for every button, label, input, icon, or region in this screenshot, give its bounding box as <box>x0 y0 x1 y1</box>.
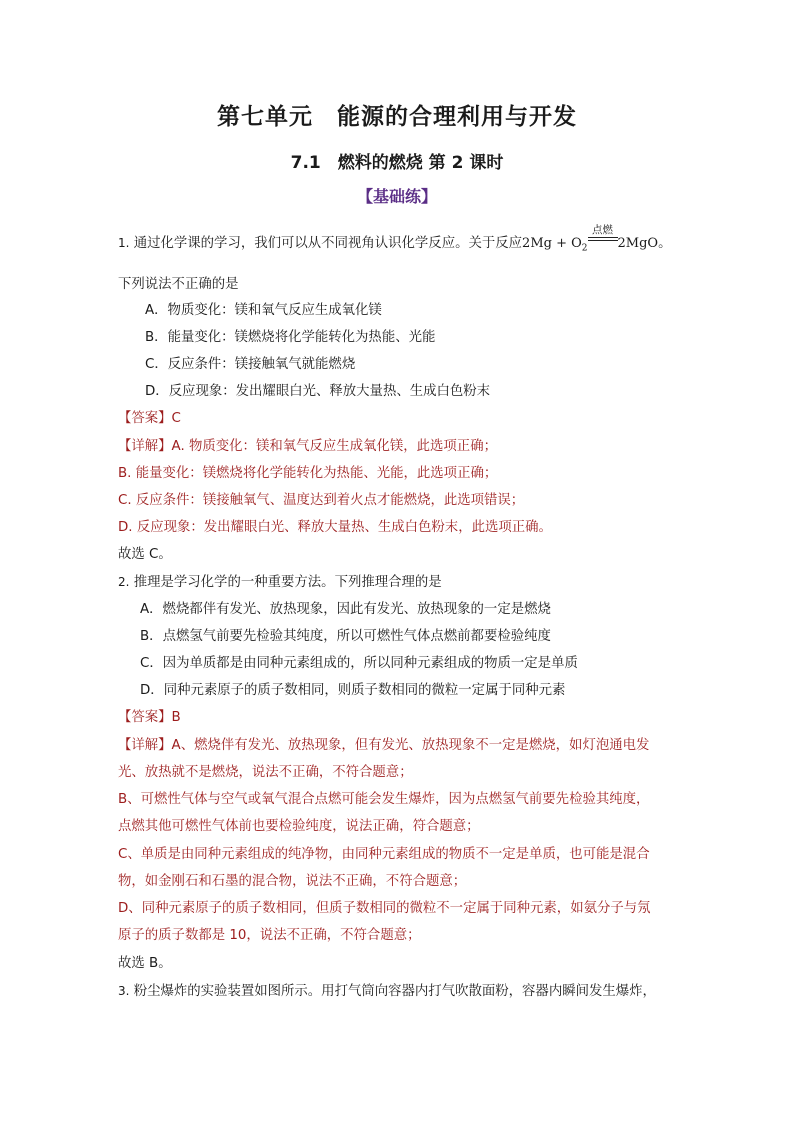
q2-number: 2. <box>118 575 130 589</box>
equation-subscript: 2 <box>581 243 588 254</box>
q1-option-a: A．物质变化：镁和氧气反应生成氧化镁 <box>145 303 382 318</box>
q2-detail-line: C、单质是由同种元素组成的纯净物，由同种元素组成的物质不一定是单质，也可能是混合 <box>118 847 650 862</box>
q2-detail-line: 原子的质子数都是 10，说法不正确，不符合题意； <box>118 928 421 943</box>
q2-conclusion: 故选 B。 <box>118 956 172 971</box>
q1-stem-after: 。 <box>658 236 672 251</box>
q1-conclusion: 故选 C。 <box>118 547 172 562</box>
q1-stem <box>118 224 672 258</box>
q1-stem-line2: 下列说法不正确的是 <box>118 277 239 292</box>
q2-answer: 【答案】B <box>118 710 181 725</box>
q1-option-c: C．反应条件：镁接触氧气就能燃烧 <box>145 357 356 372</box>
q1-answer: 【答案】C <box>118 411 181 426</box>
equation-left: 2Mg + O <box>522 236 582 251</box>
q2-option-b: B．点燃氢气前要先检验其纯度，所以可燃性气体点燃前都要检验纯度 <box>140 629 551 644</box>
q2-detail-line: 光、放热就不是燃烧，说法不正确，不符合题意； <box>118 765 413 780</box>
q3-stem-text: 粉尘爆炸的实验装置如图所示。用打气筒向容器内打气吹散面粉，容器内瞬间发生爆炸， <box>133 984 656 999</box>
equation-right: 2MgO <box>617 236 659 251</box>
unit-title: 第七单元 能源的合理利用与开发 <box>217 104 577 130</box>
q2-option-d: D．同种元素原子的质子数相同，则质子数相同的微粒一定属于同种元素 <box>140 683 566 698</box>
q1-option-d: D．反应现象：发出耀眼白光、释放大量热、生成白色粉末 <box>145 384 491 399</box>
q1-detail-line: B. 能量变化：镁燃烧将化学能转化为热能、光能，此选项正确； <box>118 466 498 481</box>
q1-detail-line: 【详解】A. 物质变化：镁和氧气反应生成氧化镁，此选项正确； <box>118 439 497 454</box>
q2-stem-text: 推理是学习化学的一种重要方法。下列推理合理的是 <box>133 575 442 590</box>
section-heading: 【基础练】 <box>356 187 437 206</box>
q2-detail-line: D、同种元素原子的质子数相同，但质子数相同的微粒不一定属于同种元素，如氨分子与氖 <box>118 901 651 916</box>
q1-detail-line: D. 反应现象：发出耀眼白光、释放大量热、生成白色粉末，此选项正确。 <box>118 520 552 535</box>
q2-stem <box>118 573 442 592</box>
q3-stem <box>118 982 656 1001</box>
q2-detail-line: 物，如金刚石和石墨的混合物，说法不正确，不符合题意； <box>118 874 467 889</box>
chemical-equation <box>522 224 659 258</box>
lesson-subtitle: 7.1 燃料的燃烧 第 2 课时 <box>290 153 504 173</box>
q2-detail-line: 【详解】A、燃烧伴有发光、放热现象，但有发光、放热现象不一定是燃烧，如灯泡通电发 <box>118 738 650 753</box>
q2-detail-line: 点燃其他可燃性气体前也要检验纯度，说法正确，符合题意； <box>118 819 480 834</box>
q2-detail-line: B、可燃性气体与空气或氧气混合点燃可能会发生爆炸，因为点燃氢气前要先检验其纯度， <box>118 792 650 807</box>
q1-number: 1. <box>118 236 130 250</box>
reaction-arrow <box>588 224 618 253</box>
reaction-condition: 点燃 <box>592 224 613 236</box>
q3-number: 3. <box>118 984 130 998</box>
q2-option-c: C．因为单质都是由同种元素组成的，所以同种元素组成的物质一定是单质 <box>140 656 578 671</box>
q1-option-b: B．能量变化：镁燃烧将化学能转化为热能、光能 <box>145 330 436 345</box>
q1-detail-line: C. 反应条件：镁接触氧气、温度达到着火点才能燃烧，此选项错误； <box>118 493 525 508</box>
q2-option-a: A．燃烧都伴有发光、放热现象，因此有发光、放热现象的一定是燃烧 <box>140 602 551 617</box>
q1-stem-before: 通过化学课的学习，我们可以从不同视角认识化学反应。关于反应 <box>133 236 523 251</box>
